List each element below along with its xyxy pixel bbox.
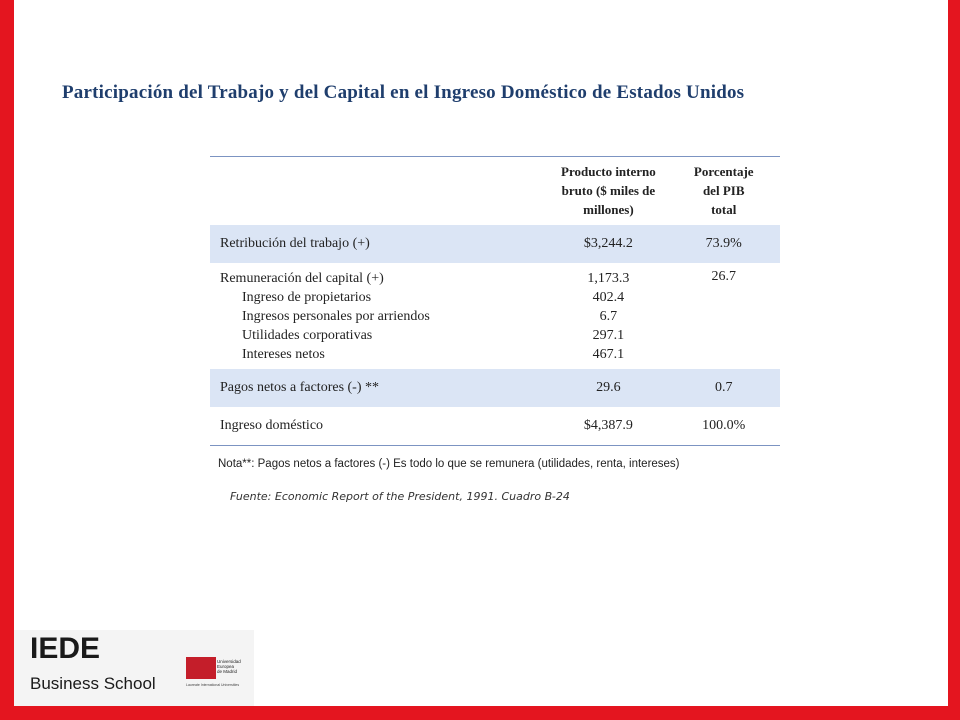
income-table [210, 156, 780, 446]
table-row [210, 407, 780, 446]
table-row [210, 369, 780, 407]
row-pct: 100.0% [667, 407, 780, 446]
subitem-label: Ingreso de propietarios [242, 289, 372, 305]
row-pct: 73.9% [705, 235, 742, 251]
row-pct: 0.7 [714, 379, 733, 395]
page-title: Participación del Trabajo y del Capital en el Ingreso Doméstico de Estados Unidos [62, 82, 745, 103]
header-pct: Porcentaje del PIB total [667, 157, 780, 225]
row-pct: 26.7 [711, 268, 736, 284]
table-note: Nota**: Pagos netos a factores (-) Es todo lo que se remunera (utilidades, renta, intereses) [218, 458, 680, 470]
subitem-value: 402.4 [592, 289, 625, 305]
row-label: Retribución del trabajo (+) [220, 235, 370, 251]
row-label: Remuneración del capital (+) [220, 270, 384, 286]
subitem-label: Ingresos personales por arriendos [242, 308, 430, 324]
business-school-label: Business School [30, 674, 156, 693]
row-label-group [210, 263, 549, 369]
row-value-group [549, 263, 667, 369]
table-header-row [210, 157, 780, 225]
iede-logo: IEDE [30, 632, 101, 665]
uem-logo-subtext: Laureate International Universities [186, 683, 240, 687]
row-value: 1,173.3 [587, 270, 630, 286]
left-red-bar [0, 0, 14, 720]
uem-logo-mark [186, 657, 216, 679]
right-red-bar [948, 0, 960, 720]
header-empty [210, 157, 549, 225]
row-value: $4,387.9 [549, 407, 667, 446]
uem-logo [186, 657, 242, 689]
row-value: 29.6 [596, 379, 621, 395]
row-label: Pagos netos a factores (-) ** [220, 379, 380, 395]
bottom-red-bar [0, 706, 960, 720]
source-citation: Fuente: Economic Report of the President, 1991. Cuadro B-24 [230, 490, 570, 503]
subitem-value: 467.1 [592, 346, 625, 362]
row-value: $3,244.2 [583, 235, 633, 251]
row-label: Ingreso doméstico [210, 407, 549, 446]
subitem-value: 6.7 [599, 308, 618, 324]
subitem-value: 297.1 [592, 327, 625, 343]
uem-logo-text: Universidad Europea de Madrid [217, 659, 241, 674]
table-row [210, 225, 780, 263]
table-row [210, 263, 780, 369]
subitem-label: Intereses netos [242, 346, 325, 362]
subitem-label: Utilidades corporativas [242, 327, 373, 343]
header-gdp: Producto interno bruto ($ miles de millones) [549, 157, 667, 225]
